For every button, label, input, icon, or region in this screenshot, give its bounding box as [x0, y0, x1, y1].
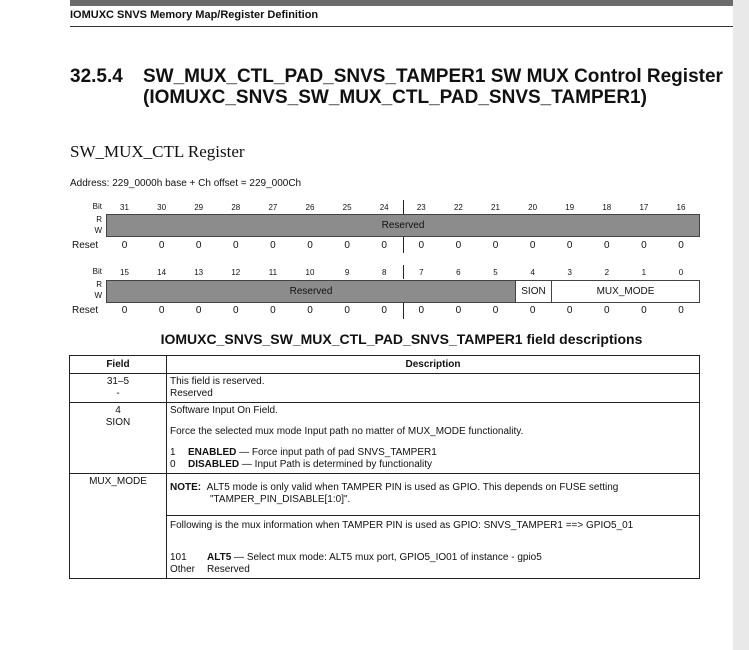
description-cell — [167, 374, 700, 403]
reset-value: 0 — [195, 240, 202, 251]
reset-value: 0 — [492, 305, 499, 316]
reset-value: 0 — [566, 305, 573, 316]
field-cell — [70, 403, 167, 474]
value-text: — Input Path is determined by functionality — [239, 459, 433, 470]
reset-value: 0 — [344, 305, 350, 316]
reset-value: 0 — [233, 305, 239, 316]
w-label: W — [94, 291, 102, 300]
field-cell — [70, 374, 167, 403]
bit-number: 6 — [456, 268, 461, 277]
reset-value: 0 — [529, 240, 536, 251]
mux-mode-field: MUX_MODE — [551, 280, 700, 303]
reset-value: 0 — [492, 240, 499, 251]
reset-value: 0 — [604, 305, 610, 316]
reset-value: 0 — [158, 305, 165, 316]
sion-field: SION — [515, 280, 552, 303]
reset-value: 0 — [270, 305, 276, 316]
lower-top-separator — [403, 265, 404, 279]
bit-number: 24 — [379, 203, 389, 212]
section-title: SW_MUX_CTL_PAD_SNVS_TAMPER1 SW MUX Control Register (IOMUXC_SNVS_SW_MUX_CTL_PAD_SNVS_TAMPER1) — [143, 66, 723, 108]
reset-value: 0 — [418, 305, 425, 316]
bit-number: 17 — [639, 203, 649, 212]
lower-bit-numbers — [0, 267, 733, 279]
lower-reserved-field: Reserved — [106, 280, 516, 303]
value-text: Reserved — [207, 564, 250, 575]
reset-value: 0 — [418, 240, 425, 251]
value-disabled — [170, 459, 696, 471]
reset-value: 0 — [195, 305, 202, 316]
r-label: R — [96, 215, 102, 224]
reset-value: 0 — [529, 305, 536, 316]
reset-value: 0 — [121, 240, 128, 251]
description-text: Reserved — [170, 388, 213, 399]
bit-number: 30 — [157, 203, 167, 212]
value-enabled — [170, 447, 696, 459]
reset-value: 0 — [233, 240, 239, 251]
reset-value: 0 — [604, 240, 610, 251]
reset-value: 0 — [307, 305, 313, 316]
bit-number: 18 — [602, 203, 612, 212]
reset-value: 0 — [641, 240, 647, 251]
reset-value: 0 — [270, 240, 276, 251]
section-number: 32.5.4 — [70, 66, 123, 87]
lower-reset-label: Reset — [72, 305, 99, 316]
bit-number: 31 — [120, 203, 129, 212]
note-label: NOTE: — [170, 482, 202, 493]
bit-number: 21 — [491, 203, 500, 212]
note — [170, 482, 696, 506]
col-field-header: Field — [70, 356, 167, 374]
reset-value: 0 — [455, 305, 462, 316]
field-name: MUX_MODE — [89, 476, 147, 487]
bit-number: 19 — [565, 203, 575, 212]
reset-value: 0 — [158, 240, 165, 251]
field-name: SION — [105, 417, 131, 428]
note-separator — [167, 515, 699, 516]
bit-number: 1 — [641, 268, 647, 277]
value-code: 101 — [170, 552, 187, 563]
bit-number: 10 — [305, 268, 315, 277]
field-bits: 31–5 — [106, 376, 130, 387]
table-header-row — [70, 356, 700, 374]
description-text: This field is reserved. — [170, 376, 265, 387]
reset-value: 0 — [381, 305, 387, 316]
description-text: Following is the mux information when TAMPER PIN is used as GPIO: SNVS_TAMPER1 ==> GPIO5_01 — [170, 520, 634, 531]
field-bits: 4 — [115, 405, 121, 416]
bit-number: 23 — [416, 203, 426, 212]
bit-number: 4 — [530, 268, 535, 277]
value-other — [170, 564, 696, 576]
description-text: Software Input On Field. — [170, 405, 278, 416]
value-text: — Select mux mode: ALT5 mux port, GPIO5_IO01 of instance - gpio5 — [231, 552, 542, 563]
bit-number: 11 — [268, 268, 278, 277]
bit-label: Bit — [92, 267, 102, 276]
bit-number: 14 — [157, 268, 167, 277]
bit-number: 0 — [678, 268, 684, 277]
value-name: ALT5 — [207, 552, 232, 563]
bit-number: 22 — [453, 203, 463, 212]
r-label: R — [96, 280, 102, 289]
bit-number: 16 — [676, 203, 686, 212]
bit-number: 13 — [194, 268, 204, 277]
bit-number: 2 — [604, 268, 610, 277]
register-address: Address: 229_0000h base + Ch offset = 229_000Ch — [70, 178, 302, 189]
reset-value: 0 — [381, 240, 387, 251]
description-text: Force the selected mux mode Input path no matter of MUX_MODE functionality. — [170, 426, 524, 437]
lower-reset-separator — [403, 303, 404, 319]
bit-number: 20 — [528, 203, 538, 212]
reset-value: 0 — [455, 240, 462, 251]
value-name: DISABLED — [188, 459, 240, 470]
field-cell — [70, 474, 167, 579]
note-text: ALT5 mode is only valid when TAMPER PIN is used as GPIO. This depends on FUSE setting "TAMPER_PIN_DISABLE[1:0]". — [206, 482, 619, 505]
bit-number: 15 — [120, 268, 129, 277]
table-title: IOMUXC_SNVS_SW_MUX_CTL_PAD_SNVS_TAMPER1 field descriptions — [160, 331, 643, 347]
header-rule — [70, 26, 733, 27]
value-name: ENABLED — [188, 447, 237, 458]
chapter-header: IOMUXC SNVS Memory Map/Register Definition — [70, 9, 319, 21]
value-code: 0 — [170, 459, 176, 470]
description-cell — [167, 403, 700, 474]
bit-number: 5 — [493, 268, 498, 277]
value-alt5 — [170, 552, 696, 564]
reset-value: 0 — [566, 240, 573, 251]
bit-number: 9 — [344, 268, 350, 277]
field-descriptions-table — [69, 355, 700, 579]
w-label: W — [94, 226, 102, 235]
bit-number: 28 — [231, 203, 241, 212]
bit-label: Bit — [92, 202, 102, 211]
upper-reserved-field: Reserved — [106, 214, 700, 237]
table-row — [70, 403, 700, 474]
reset-value: 0 — [307, 240, 313, 251]
bit-number: 8 — [381, 268, 387, 277]
bit-number: 25 — [342, 203, 352, 212]
table-row — [70, 474, 700, 579]
bit-number: 26 — [305, 203, 315, 212]
upper-top-separator — [403, 200, 404, 214]
upper-reset-label: Reset — [72, 240, 99, 251]
reset-value: 0 — [678, 305, 684, 316]
upper-reset-separator — [403, 237, 404, 253]
upper-bit-numbers — [0, 202, 733, 214]
value-code: Other — [170, 564, 196, 575]
bit-number: 29 — [194, 203, 204, 212]
table-row — [70, 374, 700, 403]
bit-number: 12 — [231, 268, 241, 277]
bit-number: 27 — [268, 203, 278, 212]
description-cell — [167, 474, 700, 579]
value-code: 1 — [170, 447, 176, 458]
value-text: — Force input path of pad SNVS_TAMPER1 — [236, 447, 437, 458]
field-name: - — [116, 388, 120, 399]
bit-number: 7 — [419, 268, 424, 277]
reset-value: 0 — [121, 305, 128, 316]
reset-value: 0 — [641, 305, 647, 316]
bit-number: 3 — [567, 268, 572, 277]
reset-value: 0 — [344, 240, 350, 251]
col-description-header: Description — [167, 356, 700, 374]
register-subtitle: SW_MUX_CTL Register — [70, 142, 245, 161]
header-bar — [70, 0, 733, 6]
reset-value: 0 — [678, 240, 684, 251]
